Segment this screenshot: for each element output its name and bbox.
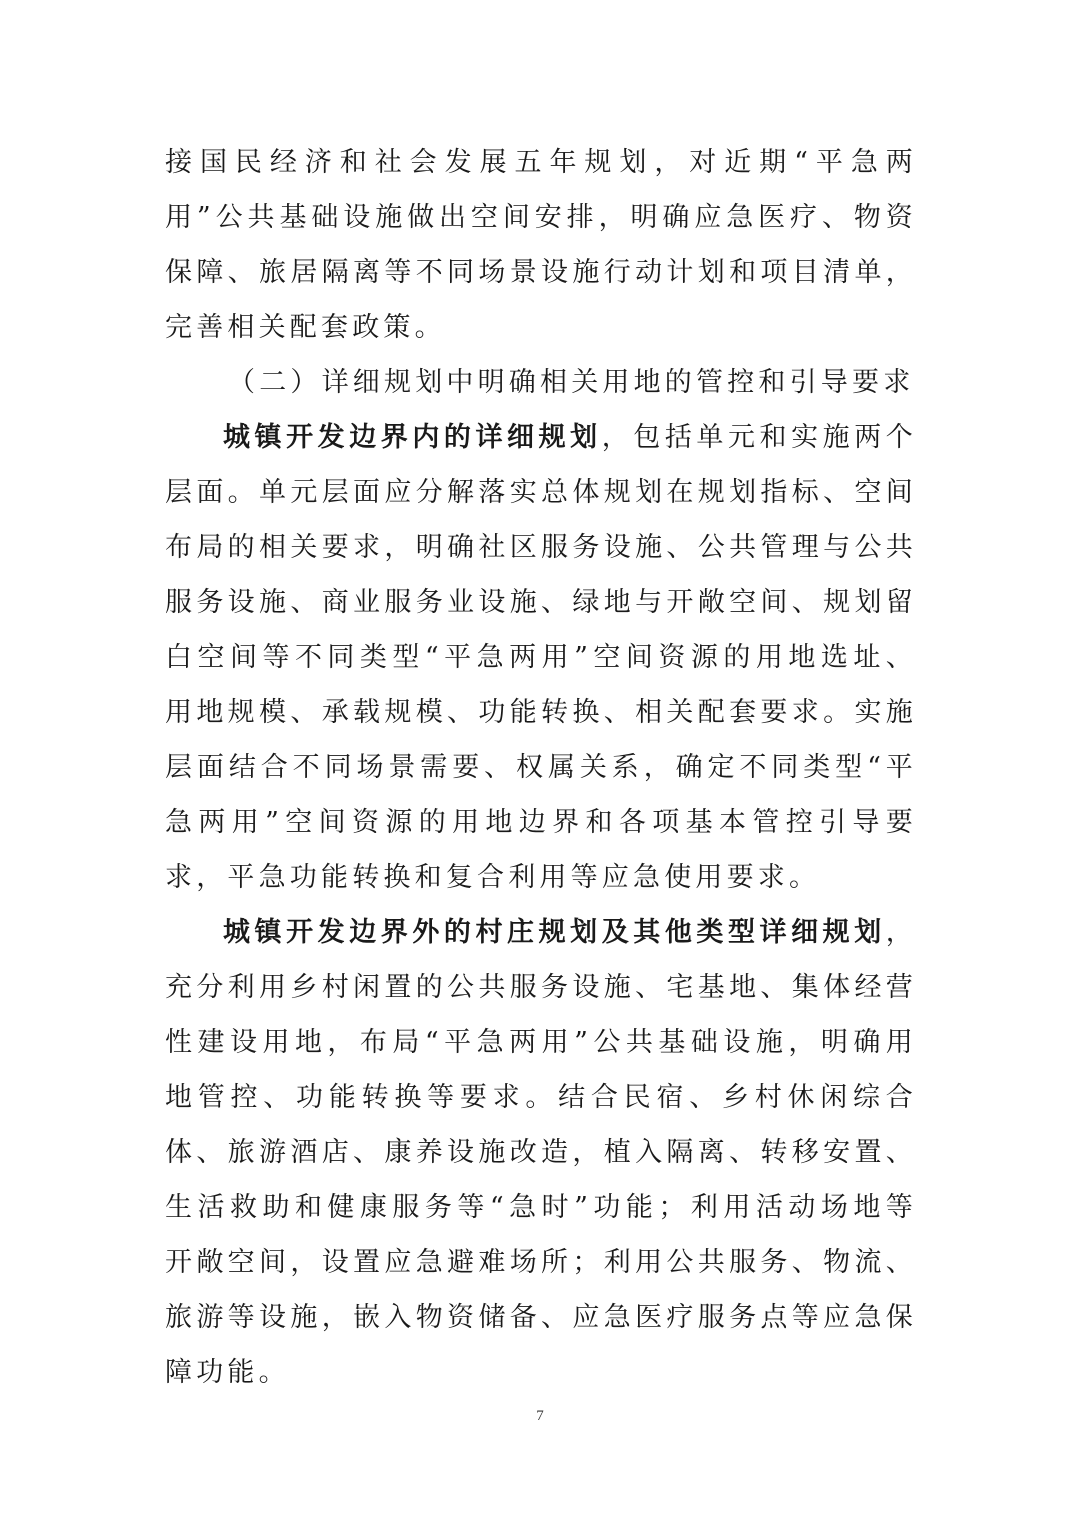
paragraph-village-plan bbox=[165, 905, 917, 1400]
paragraph-lead-text: 城镇开发边界外的村庄规划及其他类型详细规划 bbox=[223, 917, 886, 948]
paragraph-body-text: ，包括单元和实施两个层面。单元层面应分解落实总体规划在规划指标、空间布局的相关要求，明确社区服务设施、公共管理与公共服务设施、商业服务业设施、绿地与开敞空间、规划留白空间等不同类型“平急两用”空间资源的用地选址、用地规模、承载规模、功能转换、相关配套要求。实施层面结合不同场景需要、权属关系，确定不同类型“平急两用”空间资源的用地边界和各项基本管控引导要求，平急功能转换和复合利用等应急使用要求。 bbox=[165, 422, 918, 893]
paragraph-lead-text: 城镇开发边界内的详细规划 bbox=[223, 422, 602, 453]
section-heading: （二）详细规划中明确相关用地的管控和引导要求 bbox=[228, 367, 915, 398]
page-body bbox=[165, 135, 917, 1400]
paragraph-urban-detailed-plan bbox=[165, 410, 917, 905]
paragraph-continuation: 接国民经济和社会发展五年规划，对近期“平急两用”公共基础设施做出空间安排，明确应急医疗、物资保障、旅居隔离等不同场景设施行动计划和项目清单，完善相关配套政策。 bbox=[165, 147, 917, 343]
page-number: 7 bbox=[536, 1408, 544, 1424]
paragraph-body-text: ，充分利用乡村闲置的公共服务设施、宅基地、集体经营性建设用地，布局“平急两用”公共基础设施，明确用地管控、功能转换等要求。结合民宿、乡村休闲综合体、旅游酒店、康养设施改造，植入隔离、转移安置、生活救助和健康服务等“急时”功能；利用活动场地等开敞空间，设置应急避难场所；利用公共服务、物流、旅游等设施，嵌入物资储备、应急医疗服务点等应急保障功能。 bbox=[165, 917, 917, 1388]
